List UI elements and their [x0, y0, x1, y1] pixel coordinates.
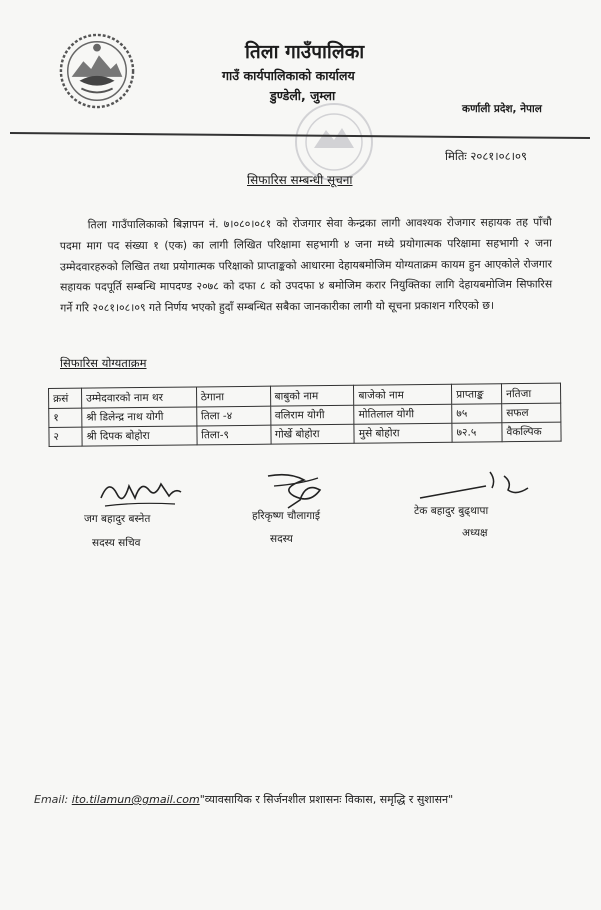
table-cell-grandfather-name: मोतिलाल योगी — [354, 404, 452, 424]
emblem-logo-icon — [58, 32, 136, 110]
table-cell-address: तिला -४ — [196, 406, 270, 426]
table-cell-serial: २ — [49, 427, 82, 446]
table-cell-result: सफल — [502, 403, 561, 423]
signatory-name: टेक बहादुर बुढ्थापा — [414, 505, 489, 517]
table-cell-father-name: गोर्खे बोहोरा — [270, 424, 354, 444]
signatory-role: अध्यक्ष — [462, 527, 488, 539]
table-cell-result: वैकल्पिक — [502, 422, 561, 442]
table-row — [49, 422, 561, 446]
footer-slogan: "व्यावसायिक र सिर्जनशील प्रशासनः विकास, समृद्धि र सुशासन" — [199, 793, 454, 806]
section-title: सिफारिस योग्यताक्रम — [60, 356, 147, 370]
signature-chairperson — [416, 466, 540, 502]
office-subtitle: गाउँ कार्यपालिकाको कार्यालय — [222, 68, 355, 83]
signatory-name: जग बहादुर बस्नेत — [84, 513, 151, 525]
column-header-father-name: बाबुको नाम — [270, 385, 354, 406]
notice-title: सिफारिस सम्बन्धी सूचना — [247, 173, 353, 187]
table-cell-grandfather-name: मुसे बोहोरा — [354, 423, 452, 443]
notice-body: तिला गाउँपालिकाको बिज्ञापन नं. ७।०८०।०८१ को रोजगार सेवा केन्द्रका लागी आवश्यक रोजगार सहायक तह पाँचौ पदमा माग पद संख्या १ (एक) का लागी लिखित परिक्षामा सहभागी ४ जना मध्ये प्रयोगात्मक परिक्षामा सहभागी २ जना उम्मेदवारहरुको लिखित तथा प्रयोगात्मक परिक्षाको प्राप्ताङ्कको आधारमा देहायबमोजिम योग्यताक्रम कायम हुन आएकोले रोजगार सहायक पदपूर्ति सम्बन्धि मापदण्ड २०७८ को दफा ८ को उपदफा ४ बमोजिम करार नियुक्तिका लागि देहायबमोजिम सिफारिस गर्ने गरि २०८१।०८।०९ गते निर्णय भएको हुदाँ सम्बन्धित सबैका जानकारीका लागी यो सूचना प्रकाशन गरिएको छ। — [59, 215, 553, 315]
email-link[interactable]: ito.tilamun@gmail.com — [71, 793, 200, 806]
email-label: Email: — [34, 793, 69, 806]
column-header-marks: प्राप्ताङ्क — [452, 384, 502, 405]
signatory-name: हरिकृष्ण चौलागाई — [252, 510, 320, 522]
column-header-result: नतिजा — [501, 383, 560, 404]
table-cell-candidate-name: श्री दिपक बोहोरा — [82, 426, 197, 446]
column-header-address: ठेगाना — [196, 386, 270, 407]
signatory-role: सदस्य सचिव — [92, 537, 141, 549]
table-cell-marks: ७२.५ — [452, 423, 502, 443]
signature-member-secretary — [95, 468, 185, 514]
recommendation-table-wrapper — [48, 383, 562, 447]
column-header-candidate-name: उम्मेदवारको नाम थर — [81, 387, 196, 408]
notice-date: मितिः २०८१।०८।०९ — [445, 149, 527, 163]
province-label: कर्णाली प्रदेश, नेपाल — [462, 103, 542, 115]
column-header-serial: क्रसं — [49, 388, 82, 408]
signatory-role: सदस्य — [270, 533, 293, 545]
table-cell-serial: १ — [49, 408, 82, 427]
table-cell-address: तिला-९ — [197, 425, 271, 445]
signature-member — [260, 466, 330, 512]
table-cell-father-name: वलिराम योगी — [270, 405, 354, 425]
column-header-grandfather-name: बाजेको नाम — [354, 384, 452, 405]
recommendation-table — [48, 383, 562, 447]
footer — [34, 792, 453, 807]
table-cell-candidate-name: श्री डिलेन्द्र नाथ योगी — [82, 407, 197, 427]
office-address: डुण्डेली, जुम्ला — [270, 88, 336, 103]
table-cell-marks: ७५ — [452, 404, 502, 424]
office-title: तिला गाउँपालिका — [245, 41, 365, 63]
